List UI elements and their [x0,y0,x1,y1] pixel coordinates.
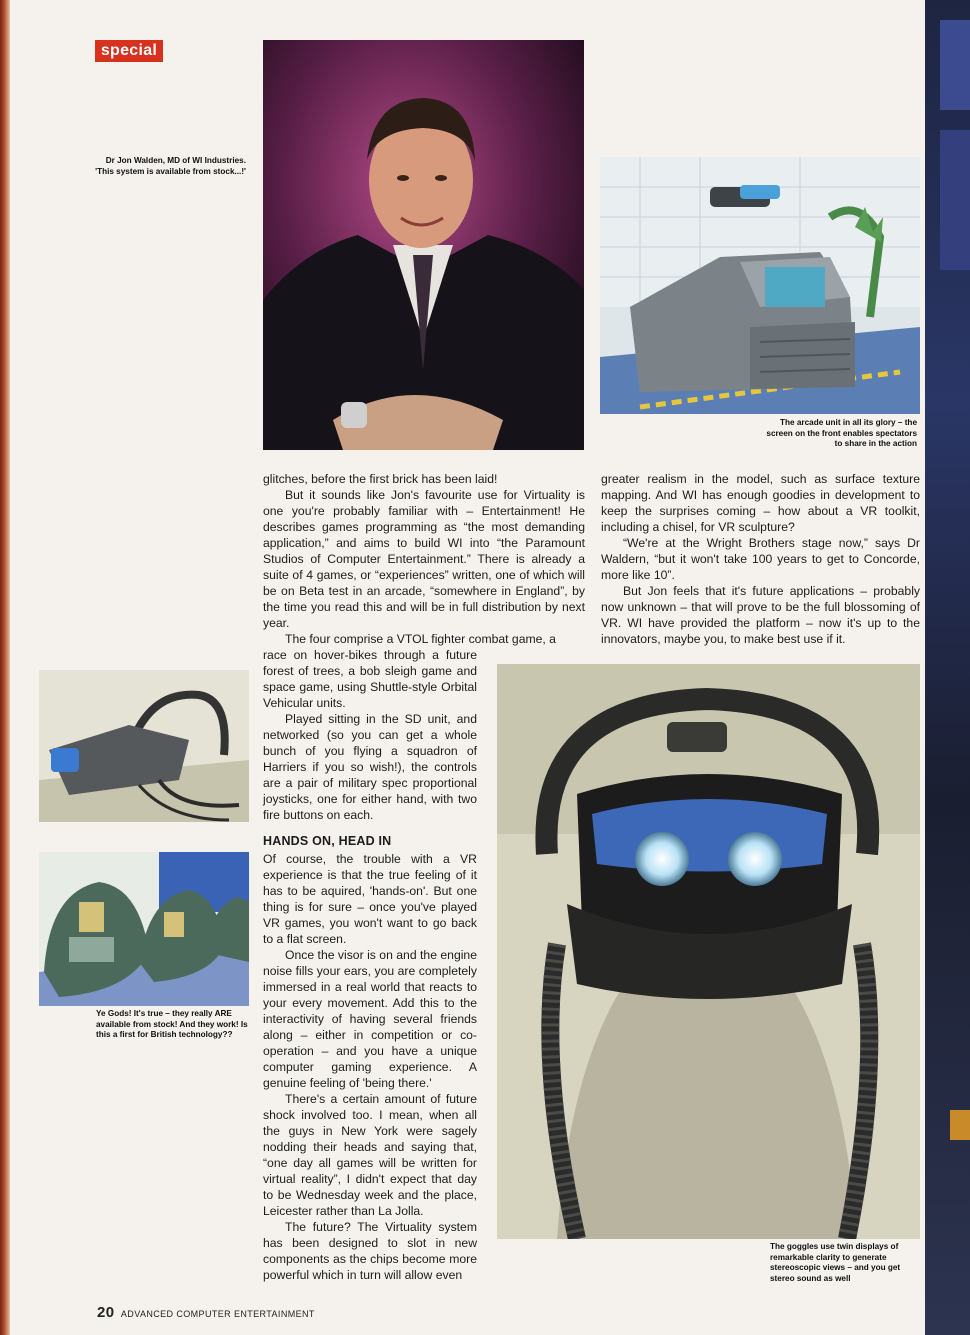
article-body-col2 [601,471,920,647]
paragraph: But it sounds like Jon's favourite use for Virtuality is one you're probably familiar with – Entertainment! He describes games programming as “the most demanding application,” and aims to build WI into “the Paramount Studios of Computer Entertainment.” There is already a suite of 4 games, or “experiences” written, one of which will be on Beta test in an arcade, “somewhere in England”, by the time you read this and will be in full distribution by next year. [263,488,585,630]
arcade-caption: The arcade unit in all its glory – the screen on the front enables spectators to share in the action [766,418,917,448]
paragraph: greater realism in the model, such as surface texture mapping. And WI has enough goodies in development to keep the surprises coming – how about a VR toolkit, including a chisel, for VR sculpture? [601,472,920,534]
article-body-top [263,471,585,631]
vr-pods-photo [39,852,249,1006]
joystick-controls-photo [39,670,249,822]
section-heading: HANDS ON, HEAD IN [263,834,392,848]
section-tag: special [95,40,163,62]
paragraph: But Jon feels that it's future applications – probably now unknown – that will prove to be the full blossoming of VR. WI have provided the platform – now it's up to the innovators, maybe you, to make best use if it. [601,584,920,646]
paragraph: Played sitting in the SD unit, and networked (so you can get a whole bunch of you flying a squadron of Harriers if you so wish!), the controls are a pair of military spec proportional joysticks, one for either hand, with two fire buttons on each. [263,712,477,822]
paragraph: The four comprise a VTOL fighter combat game, a [285,632,556,646]
adjacent-page-edge-left [0,0,10,1335]
arcade-unit-photo [600,157,920,414]
paragraph: The future? The Virtuality system has been designed to slot in new components as the chips become more powerful which in turn will allow even [263,1220,477,1282]
walden-caption: Dr Jon Walden, MD of WI Industries. 'This system is available from stock...!' [95,156,246,176]
article-body-mid [263,647,477,1283]
magazine-name: ADVANCED COMPUTER ENTERTAINMENT [120,1309,315,1319]
walden-portrait-photo [263,40,584,450]
pods-caption: Ye Gods! It's true – they really ARE available from stock! And they work! Is this a first for British technology?? [96,1009,248,1039]
paragraph: race on hover-bikes through a future forest of trees, a bob sleigh game and space game, using Shuttle-style Orbital Vehicular units. [263,648,477,710]
article-body-fourcomprise [263,631,585,647]
goggles-caption: The goggles use twin displays of remarkable clarity to generate stereoscopic views – and you get stereo sound as well [770,1242,901,1283]
paragraph: Once the visor is on and the engine noise fills your ears, you are completely immersed in a real world that reacts to your every movement. Add this to the interactivity of having several friends along – either in competition or co-operation – and you have a unique computer gaming experience. A genuine feeling of 'being there.' [263,948,477,1090]
paragraph: glitches, before the first brick has been laid! [263,472,498,486]
paragraph: “We're at the Wright Brothers stage now,” says Dr Waldern, “but it won't take 100 years to get to Concorde, more like 10”. [601,536,920,582]
paragraph: There's a certain amount of future shock involved too. I mean, when all the guys in New York were sagely nodding their heads and saying that, “one day all games will be written for virtual reality”, I didn't expect that day to be Wednesday week and the place, Leicester rather than La Jolla. [263,1092,477,1218]
vr-goggles-photo [497,664,920,1239]
page-number: 20 [97,1304,115,1321]
adjacent-page-edge-right [925,0,970,1335]
page-footer [97,1304,315,1321]
paragraph: Of course, the trouble with a VR experience is that the true feeling of it has to be aquired, 'hands-on'. But one thing is for sure – once you've played VR games, you won't want to go back to a flat screen. [263,852,477,946]
